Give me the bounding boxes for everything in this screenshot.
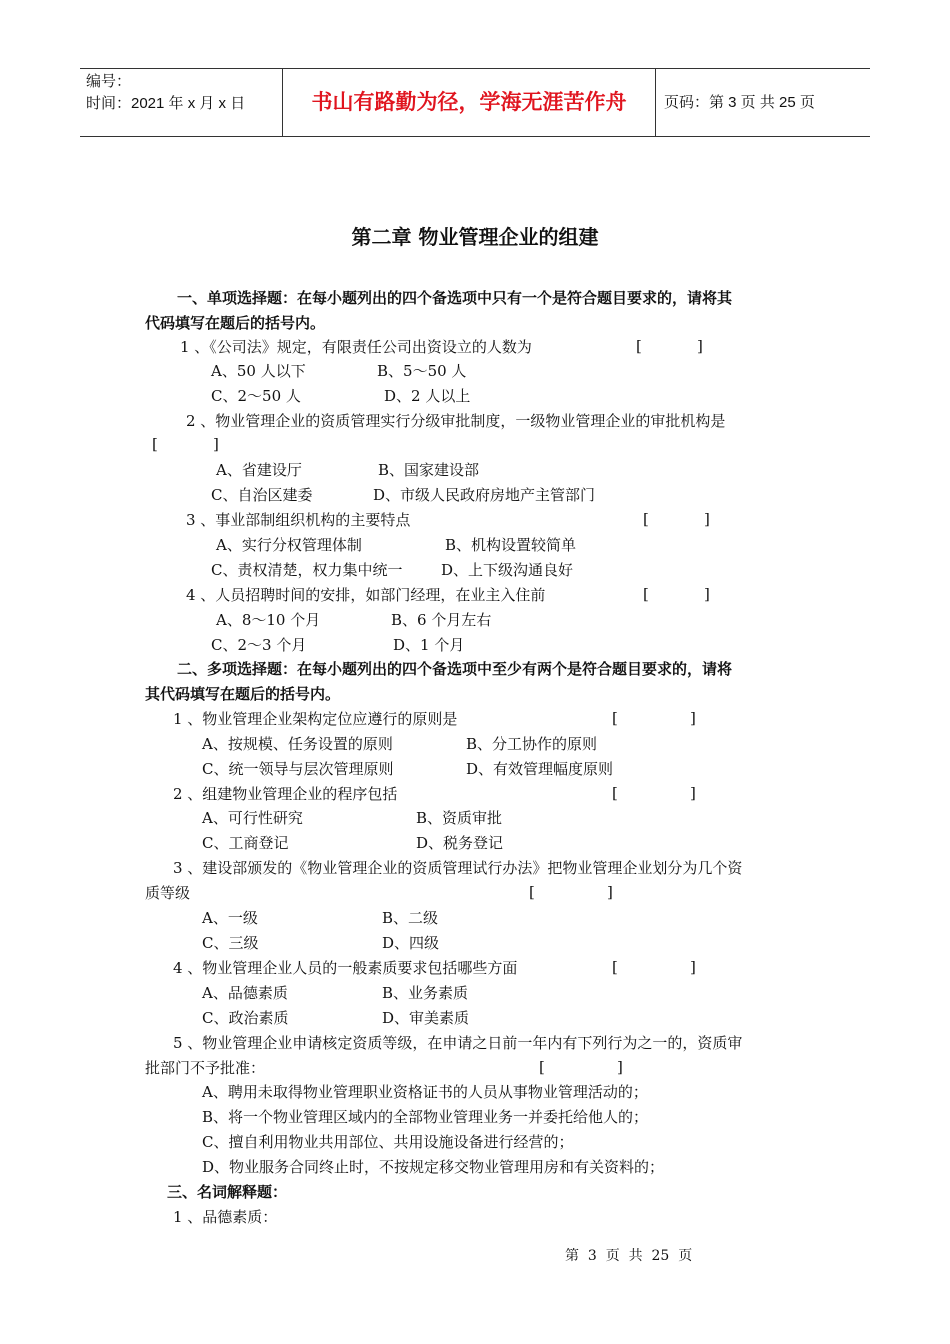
- section3-heading: 三、名词解释题：: [167, 1183, 288, 1201]
- s2-q3-option-a: A、一级: [202, 909, 258, 927]
- answer-bracket-left: [: [636, 337, 642, 355]
- s1-q4: 4 、人员招聘时间的安排，如部门经理，在业主入住前: [186, 586, 546, 604]
- answer-bracket-left: [: [643, 585, 649, 603]
- s2-q3-option-c: C、三级: [202, 934, 259, 952]
- s1-q3-option-c: C、责权清楚，权力集中统一: [211, 561, 403, 579]
- s1-q1-option-b: B、5～50 人: [377, 362, 467, 380]
- s2-q2-option-d: D、税务登记: [416, 834, 504, 852]
- s1-q3: 3 、事业部制组织机构的主要特点: [186, 511, 411, 529]
- answer-bracket-right: ]: [697, 337, 703, 355]
- s1-q1-option-c: C、2～50 人: [211, 387, 301, 405]
- answer-bracket-left: [: [612, 958, 618, 976]
- s2-q5-line2: 批部门不予批准：: [145, 1059, 266, 1077]
- s1-q3-option-b: B、机构设置较简单: [445, 536, 577, 554]
- motto: 书山有路勤为径，学海无涯苦作舟: [311, 90, 627, 114]
- s2-q3-option-b: B、二级: [382, 909, 439, 927]
- answer-bracket-right: ]: [704, 585, 710, 603]
- s2-q5-option-c: C、擅自利用物业共用部位、共用设施设备进行经营的；: [202, 1133, 574, 1151]
- s2-q5-option-d: D、物业服务合同终止时，不按规定移交物业管理用房和有关资料的；: [202, 1158, 665, 1176]
- s2-q3-line2: 质等级: [145, 884, 191, 902]
- answer-bracket-left: [: [539, 1058, 545, 1076]
- s1-q4-option-a: A、8～10 个月: [216, 611, 321, 629]
- answer-bracket-right: ]: [607, 883, 613, 901]
- answer-bracket-left: [: [529, 883, 535, 901]
- answer-bracket-right: ]: [690, 958, 696, 976]
- number-label: 编号：: [86, 73, 132, 90]
- s1-q2-option-c: C、自治区建委: [211, 486, 313, 504]
- s2-q5-option-a: A、聘用未取得物业管理职业资格证书的人员从事物业管理活动的；: [202, 1083, 648, 1101]
- section1-heading-line1: 一、单项选择题：在每小题列出的四个备选项中只有一个是符合题目要求的，请将其: [177, 289, 733, 307]
- s1-q4-option-d: D、1 个月: [393, 636, 465, 654]
- answer-bracket-right: ]: [704, 510, 710, 528]
- s2-q1-option-a: A、按规模、任务设置的原则: [202, 735, 393, 753]
- s2-q3-line1: 3 、建设部颁发的《物业管理企业的资质管理试行办法》把物业管理企业划分为几个资: [173, 859, 743, 877]
- answer-bracket-right: ]: [690, 784, 696, 802]
- s2-q4-option-a: A、品德素质: [202, 984, 288, 1002]
- s1-q4-option-c: C、2～3 个月: [211, 636, 307, 654]
- s1-q4-option-b: B、6 个月左右: [391, 611, 492, 629]
- s1-q1-option-d: D、2 人以上: [384, 387, 471, 405]
- s1-q2-option-d: D、市级人民政府房地产主管部门: [373, 486, 596, 504]
- section1-heading-line2: 代码填写在题后的括号内。: [145, 314, 326, 332]
- s2-q4-option-d: D、审美素质: [382, 1009, 470, 1027]
- s2-q4-option-b: B、业务素质: [382, 984, 469, 1002]
- s3-q1: 1 、品德素质：: [173, 1208, 278, 1226]
- s2-q1-option-b: B、分工协作的原则: [466, 735, 598, 753]
- s1-q3-option-d: D、上下级沟通良好: [441, 561, 574, 579]
- s1-q2: 2 、物业管理企业的资质管理实行分级审批制度，一级物业管理企业的审批机构是: [186, 412, 726, 430]
- s2-q2-option-b: B、资质审批: [416, 809, 503, 827]
- s2-q1-option-c: C、统一领导与层次管理原则: [202, 760, 394, 778]
- s1-q2-option-a: A、省建设厅: [216, 461, 302, 479]
- s2-q5-option-b: B、将一个物业管理区域内的全部物业管理业务一并委托给他人的；: [202, 1108, 649, 1126]
- s2-q2: 2 、组建物业管理企业的程序包括: [173, 785, 398, 803]
- answer-bracket-left: [: [612, 784, 618, 802]
- answer-bracket-left: [: [612, 709, 618, 727]
- s2-q3-option-d: D、四级: [382, 934, 440, 952]
- page-footer: 第 3 页 共 25 页: [565, 1248, 693, 1264]
- answer-bracket-left: [: [643, 510, 649, 528]
- s1-q3-option-a: A、实行分权管理体制: [216, 536, 362, 554]
- answer-bracket-right: ]: [213, 435, 219, 453]
- header-meta: [80, 69, 286, 138]
- answer-bracket-right: ]: [690, 709, 696, 727]
- s1-q1: 1 、《公司法》规定，有限责任公司出资设立的人数为: [180, 338, 532, 356]
- s1-q2-option-b: B、国家建设部: [378, 461, 480, 479]
- s2-q1-option-d: D、有效管理幅度原则: [466, 760, 614, 778]
- header-motto-cell: [282, 69, 656, 136]
- time-label: 时间：2021 年 x 月 x 日: [86, 95, 246, 112]
- s2-q2-option-c: C、工商登记: [202, 834, 289, 852]
- section2-heading-line1: 二、多项选择题：在每小题列出的四个备选项中至少有两个是符合题目要求的，请将: [177, 660, 733, 678]
- answer-bracket-right: ]: [617, 1058, 623, 1076]
- s2-q1: 1 、物业管理企业架构定位应遵行的原则是: [173, 710, 458, 728]
- answer-bracket-left: [: [152, 435, 158, 453]
- s2-q5-line1: 5 、物业管理企业申请核定资质等级，在申请之日前一年内有下列行为之一的，资质审: [173, 1034, 743, 1052]
- s2-q4: 4 、物业管理企业人员的一般素质要求包括哪些方面: [173, 959, 518, 977]
- page-info: 页码：第 3 页 共 25 页: [664, 94, 815, 111]
- chapter-title: 第二章 物业管理企业的组建: [351, 225, 599, 249]
- s1-q1-option-a: A、50 人以下: [211, 362, 306, 380]
- s2-q4-option-c: C、政治素质: [202, 1009, 289, 1027]
- s2-q2-option-a: A、可行性研究: [202, 809, 303, 827]
- page-header: [80, 68, 870, 137]
- section2-heading-line2: 其代码填写在题后的括号内。: [145, 685, 341, 703]
